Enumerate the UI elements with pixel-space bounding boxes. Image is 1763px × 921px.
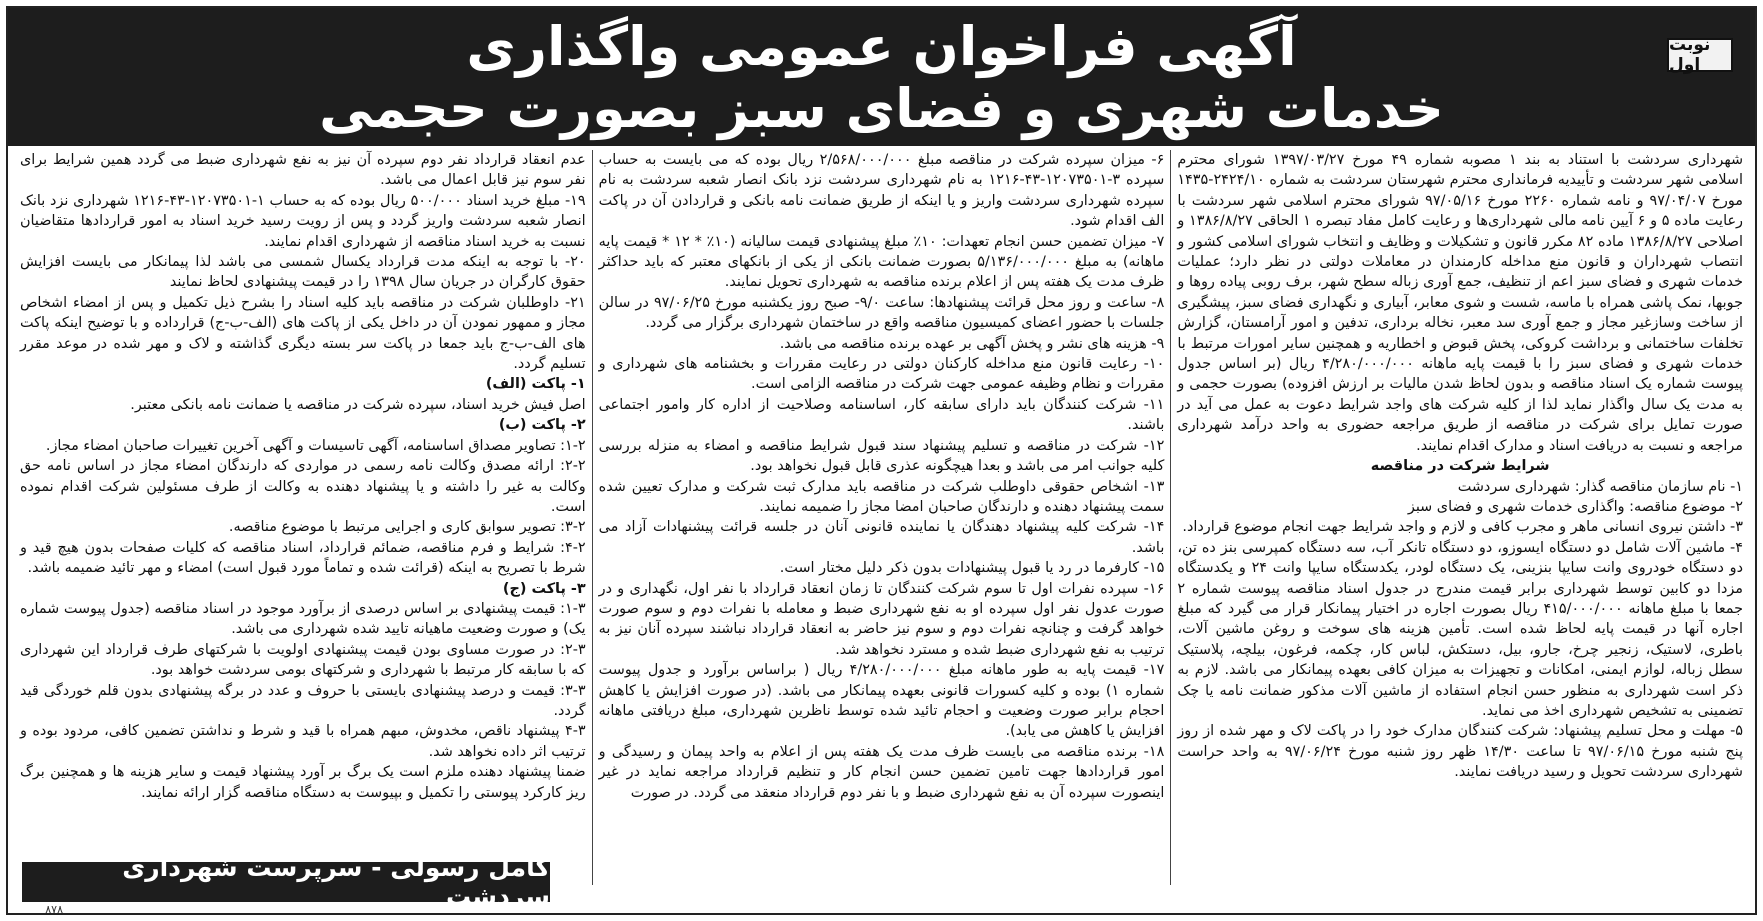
condition-item: ۷- میزان تضمین حسن انجام تعهدات: ۱۰٪ مبلغ پیشنهادی قیمت سالیانه (۱۰٪ * ۱۲ * قیمت پایه ماهانه) به مبلغ ۵/۱۳۶/۰۰۰/۰۰۰ بصورت ضمانت بانکی از یکی از بانکهای معتبر که باید حداکثر ظرف مدت یک هفته پس از اعلام برنده مناقصه به شهرداری تحویل نمایند. (598, 233, 1165, 291)
notice-header (8, 8, 1755, 146)
notice-title-line2: خدمات شهری و فضای سبز بصورت حجمی (319, 77, 1444, 140)
condition-item: ۱۸- برنده مناقصه می بایست ظرف مدت یک هفته پس از اعلام به واحد پیمان و رسیدگی و امور قراردادها جهت تامین تضمین حسن انجام کار و تنظیم قرارداد مراجعه نماید در غیر اینصورت سپرده آن به نفع شهرداری ضبط و با نفر دوم قرارداد منعقد می گردد. در صورت (598, 743, 1165, 801)
condition-item: عدم انعقاد قرارداد نفر دوم سپرده آن نیز به نفع شهرداری ضبط می گردد همین شرایط برای نفر سوم نیز قابل اعمال می باشد. (19, 152, 586, 189)
condition-item: ۱۳- اشخاص حقوقی داوطلب شرکت در مناقصه باید مدارک ثبت شرکت و مدارک تعیین شده سمت پیشنهاد دهنده و دارندگان صاحبان امضا مجاز را ضمیمه نمایند. (598, 478, 1165, 515)
envelope-heading: ۳- پاکت (ج) (502, 580, 586, 597)
condition-item: ۴-۳ پیشنهاد ناقص، مخدوش، مبهم همراه با قید و شرط و نداشتن تضمین کافی، مردود بوده و ترتیب اثر داده نخواهد شد. (19, 723, 586, 760)
condition-item: ۱۵- کارفرما در رد یا قبول پیشنهادات بدون ذکر دلیل مختار است. (779, 560, 1165, 577)
condition-item: ۳-۲: تصویر سوابق کاری و اجرایی مرتبط با موضوع مناقصه. (228, 519, 586, 536)
condition-item: اصل فیش خرید اسناد، سپرده شرکت در مناقصه یا ضمانت نامه بانکی معتبر. (130, 396, 586, 413)
condition-item: ۱۲- شرکت در مناقصه و تسلیم پیشنهاد سند قبول شرایط مناقصه و امضاء به منزله بررسی کلیه جوانب امر می باشد و بعدا هیچگونه عذری قابل قبول نخواهد بود. (598, 437, 1165, 475)
condition-item: ضمنا پیشنهاد دهنده ملزم است یک برگ بر آورد پیشنهاد قیمت و سایر هزینه ها و همچنین برگ ریز کارکرد پیوستی را تکمیل و بپیوست به دستگاه مناقصه گزار ارائه نمایند. (19, 764, 586, 801)
condition-item: ۱- نام سازمان مناقصه گذار: شهرداری سردشت (1457, 478, 1743, 495)
condition-item: ۱۱- شرکت کنندگان باید دارای سابقه کار، اساسنامه وصلاحیت از اداره کار وامور اجتماعی باشند. (598, 396, 1165, 434)
conditions-heading: شرایط شرکت در مناقصه (1370, 458, 1550, 475)
column-middle (593, 150, 1171, 885)
column-left (14, 150, 592, 885)
condition-item: ۱-۳: قیمت پیشنهادی بر اساس درصدی از برآورد موجود در اسناد مناقصه (جدول پیوست شماره یک) و صورت وضعیت ماهیانه تایید شده شهرداری می باشد. (19, 600, 586, 638)
condition-item: ۲۱- داوطلبان شرکت در مناقصه باید کلیه اسناد را بشرح ذیل تکمیل و پس از امضاء اشخاص مجاز و ممهور نمودن آن در داخل یکی از پاکت های (الف-ب-ج) قرارداده و با توضیح اینکه پاکت های الف-ب-ج باید جمعا در پاکت سر بسته دیگری گذاشته و لاک و مهر شده در موعد مقرر تسلیم گردد. (19, 294, 586, 373)
condition-item: ۲-۲: ارائه مصدق وکالت نامه رسمی در مواردی که دارندگان امضاء مجاز در اساس نامه حق وکالت به غیر را داشته و یا پیشنهاد دهنده به وکالت از طرف مسئولین شرکت اقدام نموده است. (19, 458, 586, 515)
notice-title-line1: آگهی فراخوان عمومی واگذاری (466, 15, 1297, 78)
condition-item: ۱۶- سپرده نفرات اول تا سوم شرکت کنندگان تا زمان انعقاد قرارداد با نفر اول، نگهداری و در صورت عدول نفر اول سپرده او به نفع شهرداری ضبط و معامله با نفرات دوم و سوم صورت خواهد گرفت و چنانچه نفرات دوم و سوم نیز حاضر به انعقاد قرارداد نباشند سپرده آنان نیز به ترتیب به نفع شهرداری ضبط شده و مسترد نخواهد شد. (598, 580, 1165, 658)
condition-item: ۳-۳: قیمت و درصد پیشنهادی بایستی با حروف و عدد در برگه پیشنهادی بدون قلم خوردگی قید گردد. (19, 682, 586, 719)
condition-item: ۲- موضوع مناقصه: واگذاری خدمات شهری و فضای سبز (1407, 498, 1743, 515)
intro-paragraph: شهرداری سردشت با استناد به بند ۱ مصوبه شماره ۴۹ مورخ ۱۳۹۷/۰۳/۲۷ شورای محترم اسلامی شهر سردشت و تأییدیه فرمانداری محترم شهرستان سردشت به شماره ۲۴۲۴/۱۰-۱۴۳۵ مورخ ۹۷/۰۴/۰۷ و نامه شماره ۲۲۶۰ مورخ ۹۷/۰۵/۱۶ شورای محترم اسلامی شهر سردشت با رعایت ماده ۵ و ۶ آیین نامه مالی شهرداری‌ها و رعایت کامل مفاد تبصره ۱ الحاقی ۱۳۸۶/۸/۲۷ و اصلاحی ۱۳۸۶/۸/۲۷ ماده ۸۲ مکرر قانون و تشکیلات و وظایف و انتخاب شورای اسلامی کشور و انتصاب شهرداران و قانون منع مداخله کارمندان در معاملات دولتی در نظر دارد؛ عملیات خدمات شهری و فضای سبز اعم از تنظیف، جمع آوری زباله سطح شهر، برف روبی پیاده روها و جوبها، نمک پاشی همراه با ماسه، شست و شوی معابر، آبیاری و نگهداری فضای سبز، پیشگیری از ساخت وسازغیر مجاز و جمع آوری سد معبر، نخاله برداری، تدفین و امور آرامستان، گزارش تخلفات ساختمانی و برداشت کروکی، پخش قبوض و اخطاریه و همچنین سایر امورات مرتبط با خدمات شهری و فضای سبز را با قیمت پایه ماهانه ۴/۲۸۰/۰۰۰/۰۰۰ ریال (بر اساس جدول پیوست شماره یک اسناد مناقصه و بدون لحاظ شدن مالیات بر ارزش افزوده) بصورت حجمی و به مدت یک سال واگذار نماید لذا از کلیه شرکت های واجد شرایط دعوت به عمل می آید در صورت تمایل برای شرکت در مناقصه از طریق مراجعه حضوری به واحد درآمد شهرداری مراجعه و نسبت به دریافت اسناد و مدارک اقدام نمایند. (1177, 152, 1744, 454)
condition-item: ۲۰- با توجه به اینکه مدت قرارداد یکسال شمسی می باشد لذا پیمانکار می بایست افزایش حقوق کارگران در جریان سال ۱۳۹۸ را در قیمت پیشنهادی لحاظ نمایند (19, 254, 586, 291)
condition-item: ۱-۲: تصاویر مصداق اساسنامه، آگهی تاسیسات و آگهی آخرین تغییرات صاحبان امضاء مجاز. (45, 437, 586, 454)
condition-item: ۸- ساعت و روز محل قرائت پیشنهادها: ساعت ۹/۰- صبح روز یکشنبه مورخ ۹۷/۰۶/۲۵ در سالن جلسات با حضور اعضای کمیسیون مناقصه واقع در ساختمان شهرداری برگزار می گردد. (598, 294, 1165, 332)
condition-item: ۹- هزینه های نشر و پخش آگهی بر عهده برنده مناقصه می باشد. (779, 335, 1165, 352)
condition-item: ۳- داشتن نیروی انسانی ماهر و مجرب کافی و لازم و واجد شرایط جهت انجام موضوع قرارداد. (1182, 519, 1743, 536)
round-badge: نوبت اول (1667, 38, 1733, 72)
condition-item: ۴-۲: شرایط و فرم مناقصه، ضمائم قرارداد، اسناد مناقصه که کلیات صفحات بدون هیچ قید و شرط با تصریح به اینکه (قرائت شده و تماماً مورد قبول است) امضاء و مهر تائید ضمیمه باشد. (19, 539, 586, 577)
column-right (1171, 150, 1749, 885)
notice-body (14, 150, 1749, 885)
page-number: ۸۷۸ (45, 903, 63, 916)
condition-item: ۱۷- قیمت پایه به طور ماهانه مبلغ ۴/۲۸۰/۰۰۰/۰۰۰ ریال ( براساس برآورد و جدول پیوست شماره ۱) بوده و کلیه کسورات قانونی بعهده پیمانکار می باشد. (در صورت افزایش یا کاهش احجام برابر صورت وضعیت و احجام تائید شده توسط ناظرین شهرداری، مبلغ دریافتی ماهانه افزایش یا کاهش می یابد). (598, 662, 1165, 740)
envelope-heading: ۱- پاکت (الف) (485, 376, 586, 393)
condition-item: ۲-۳: در صورت مساوی بودن قیمت پیشنهادی اولویت با شرکتهای طرف قرارداد این شهرداری که با سابقه کار مرتبط با شهرداری و شرکتهای بومی سردشت خواهد بود. (19, 641, 586, 679)
condition-item: ۱۹- مبلغ خرید اسناد ۵۰۰/۰۰۰ ریال بوده که به حساب ۱-۱۲۰۷۳۵۰۱-۴۳-۱۲۱۶ شهرداری نزد بانک انصار شعبه سردشت واریز گردد و پس از رویت رسید خرید اسناد به امور قراردادها متقاضیان نسبت به خرید اسناد مناقصه از شهرداری اقدام نمایند. (19, 192, 586, 250)
signature-box: کامل رسولی - سرپرست شهرداری سردشت (22, 862, 550, 902)
condition-item: ۶- میزان سپرده شرکت در مناقصه مبلغ ۲/۵۶۸/۰۰۰/۰۰۰ ریال بوده که می بایست به حساب سپرده ۳-۱۲۰۷۳۵۰۱-۴۳-۱۲۱۶ به نام شهرداری سردشت نزد بانک انصار شعبه سردشت به نام سپرده شهرداری سردشت واریز و یا اینکه از طریق ضمانت نامه بانکی و قراردادن آن در پاکت الف اقدام شود. (598, 152, 1165, 230)
envelope-heading: ۲- پاکت (ب) (498, 417, 586, 434)
condition-item: ۱۰- رعایت قانون منع مداخله کارکنان دولتی در رعایت مقررات و بخشنامه های شهرداری و مقررات و نظام وظیفه عمومی جهت شرکت در مناقصه الزامی است. (598, 356, 1165, 393)
condition-item: ۵- مهلت و محل تسلیم پیشنهاد: شرکت کنندگان مدارک خود را در پاکت لاک و مهر شده از روز پنج شنبه مورخ ۹۷/۰۶/۱۵ تا ساعت ۱۴/۳۰ ظهر روز شنبه مورخ ۹۷/۰۶/۲۴ به واحد حراست شهرداری سردشت تحویل و رسید دریافت نمایند. (1177, 723, 1743, 781)
condition-item: ۱۴- شرکت کلیه پیشنهاد دهندگان یا نماینده قانونی آنان در جلسه قرائت پیشنهادات آزاد می باشد. (598, 519, 1165, 556)
condition-item: ۴- ماشین آلات شامل دو دستگاه ایسوزو، دو دستگاه تانکر آب، سه دستگاه کمپرسی بنز ده تن، دو دستگاه خودروی وانت سایپا بنزینی، یک دستگاه لودر، یکدستگاه سایپا وانت ۲۴ و یکدستگاه مزدا دو کابین توسط شهرداری برابر قیمت مندرج در جدول اسناد مناقصه پیوست شماره ۲ جمعا با مبلغ ماهانه ۴۱۵/۰۰۰/۰۰۰ ریال بصورت اجاره در اختیار پیمانکار قرار می گیرد که مبلغ اجاره آنها در قیمت پایه لحاظ شده است. تأمین هزینه های سوخت و روغن ماشین آلات، باطری، لاستیک، زنجیر چرخ، جارو، بیل، دستکش، لباس کار، چکمه، فرغون، بیلچه، پلاستیک سطل زباله، لوازم ایمنی، امکانات و تجهیزات به میزان کافی بعهده پیمانکار می باشد. لازم به ذکر است شهرداری به منظور حسن انجام استفاده از ماشین آلات مذکور ضمانت نامه یا چک تضمینی به تشخیص شهرداری اخذ می نماید. (1177, 539, 1743, 719)
